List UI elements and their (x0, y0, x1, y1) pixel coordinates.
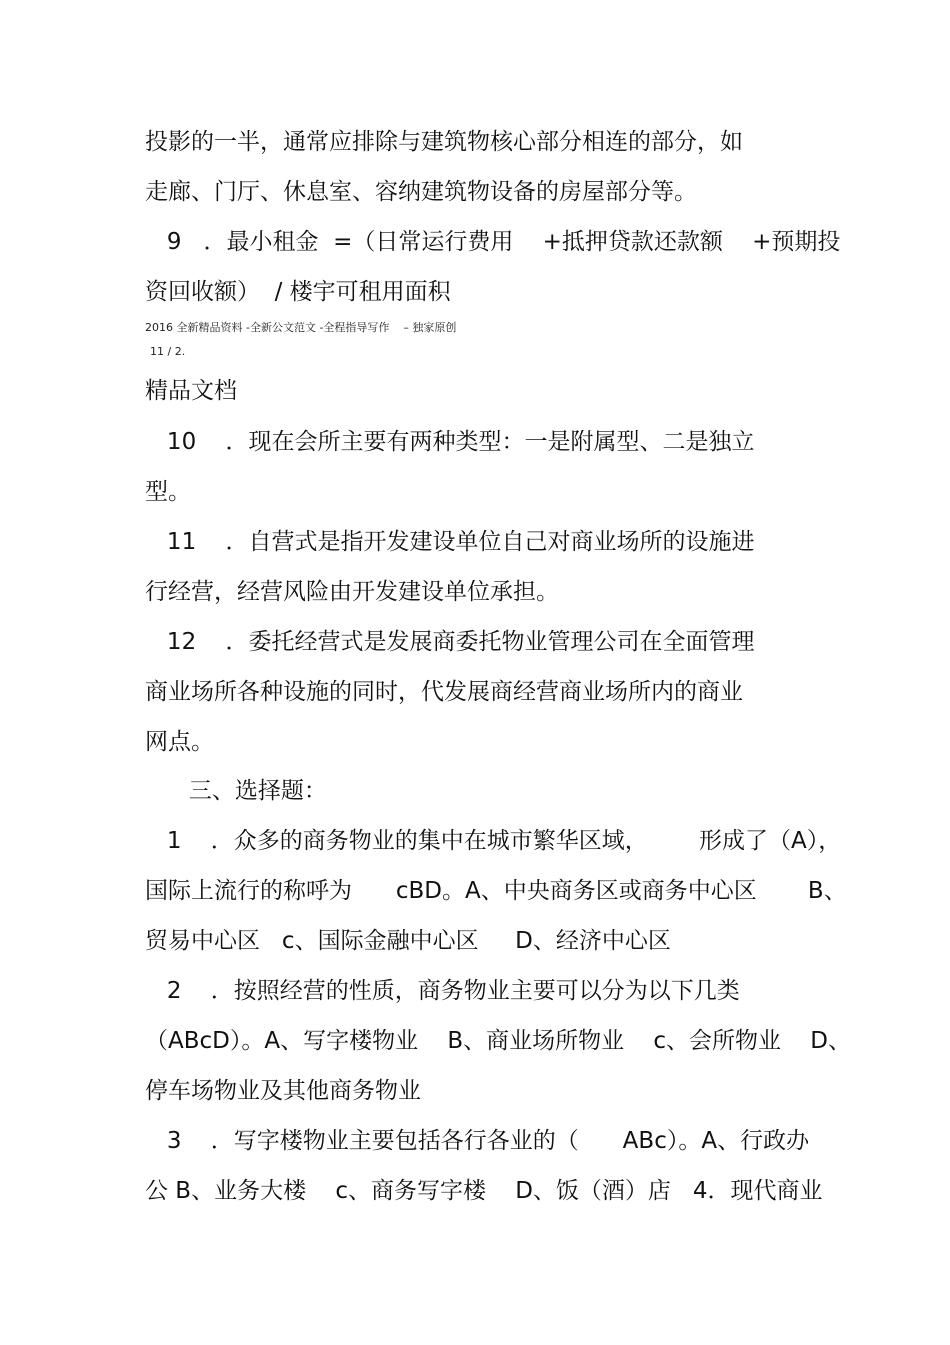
text-line: 12 ．委托经营式是发展商委托物业管理公司在全面管理 (145, 629, 755, 655)
text-line: 公 B、业务大楼 c、商务写字楼 D、饭（酒）店 4．现代商业 (145, 1178, 823, 1204)
text-line: 投影的一半，通常应排除与建筑物核心部分相连的部分，如 (145, 129, 743, 155)
page-number: 11 / 2. (150, 345, 186, 358)
footer-note: 2016 全新精品资料 -全新公文范文 -全程指导写作 – 独家原创 (145, 321, 457, 334)
header-label: 精品文档 (145, 378, 237, 404)
text-line: 资回收额） / 楼宇可租用面积 (145, 279, 451, 305)
text-line: 网点。 (145, 729, 214, 755)
text-line: 走廊、门厅、休息室、容纳建筑物设备的房屋部分等。 (145, 179, 697, 205)
text-line: （ABcD）。A、写字楼物业 B、商业场所物业 c、会所物业 D、 (145, 1028, 851, 1054)
text-line: 国际上流行的称呼为 cBD。A、中央商务区或商务中心区 B、 (145, 878, 847, 904)
text-line: 11 ．自营式是指开发建设单位自己对商业场所的设施进 (145, 529, 755, 555)
text-line: 型。 (145, 479, 191, 505)
text-line: 9 ．最小租金 =（日常运行费用 +抵押贷款还款额 +预期投 (145, 229, 841, 255)
text-line: 贸易中心区 c、国际金融中心区 D、经济中心区 (145, 928, 671, 954)
section-heading: 三、选择题： (145, 778, 327, 804)
text-line: 商业场所各种设施的同时，代发展商经营商业场所内的商业 (145, 679, 743, 705)
text-line: 行经营，经营风险由开发建设单位承担。 (145, 579, 559, 605)
text-line: 1 ．众多的商务物业的集中在城市繁华区域， 形成了（A）， (145, 828, 842, 854)
text-line: 10 ．现在会所主要有两种类型：一是附属型、二是独立 (145, 429, 755, 455)
text-line: 3 ．写字楼物业主要包括各行各业的（ ABc）。A、行政办 (145, 1128, 810, 1154)
text-line: 2 ．按照经营的性质，商务物业主要可以分为以下几类 (145, 978, 740, 1004)
text-line: 停车场物业及其他商务物业 (145, 1078, 421, 1104)
